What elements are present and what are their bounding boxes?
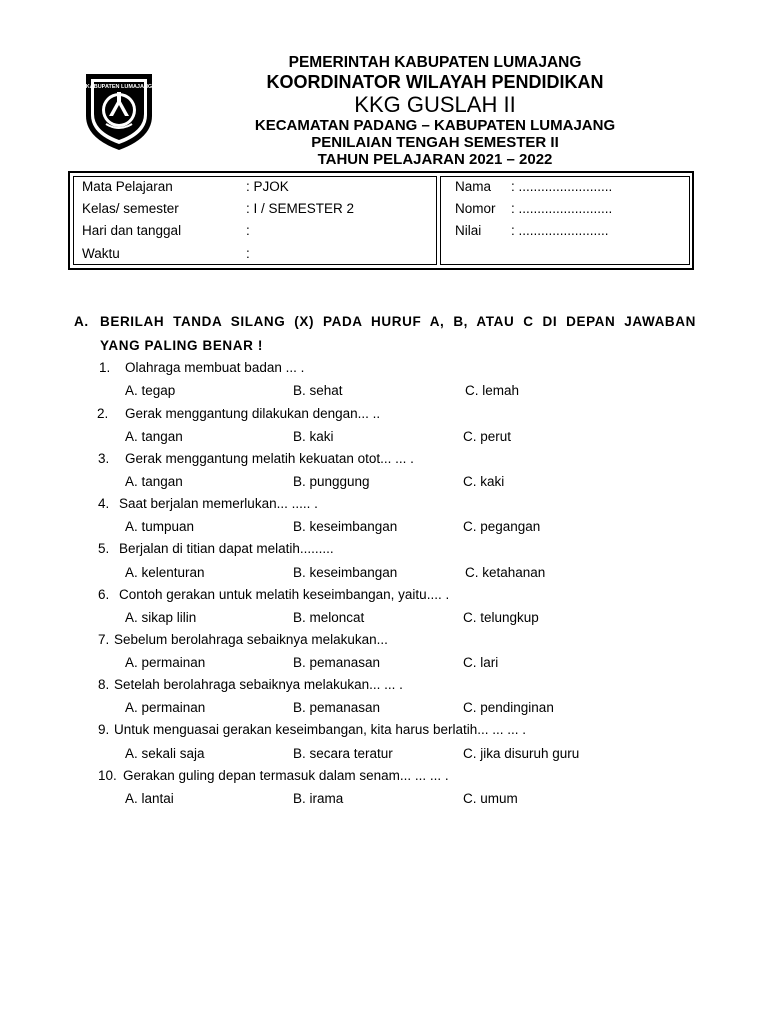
header-kkg: KKG GUSLAH II xyxy=(354,92,516,117)
question-text: Setelah berolahraga sebaiknya melakukan... ... . xyxy=(114,677,403,692)
header-district: KECAMATAN PADANG – KABUPATEN LUMAJANG xyxy=(254,117,616,134)
info-label: Kelas/ semester xyxy=(82,201,179,216)
option-a: A. tegap xyxy=(125,383,176,398)
info-label: Nomor xyxy=(455,201,496,216)
option-c: C. pendinginan xyxy=(463,700,554,715)
instruction-line-2: YANG PALING BENAR ! xyxy=(100,338,263,353)
question-number: 7. xyxy=(98,632,110,647)
question-number: 3. xyxy=(98,451,110,466)
info-label: Nama xyxy=(455,179,492,194)
option-b: B. pemanasan xyxy=(293,700,381,715)
instruction-line-1: BERILAH TANDA SILANG (X) PADA HURUF A, B, ATAU C DI DEPAN JAWABAN xyxy=(100,314,696,329)
question-text: Sebelum berolahraga sebaiknya melakukan... xyxy=(114,632,388,647)
option-c: C. telungkup xyxy=(463,610,539,625)
info-value: : xyxy=(246,246,250,261)
info-label: Nilai xyxy=(455,223,482,238)
header-school-year: TAHUN PELAJARAN 2021 – 2022 xyxy=(317,151,553,168)
info-value: : xyxy=(246,223,250,238)
option-c: C. umum xyxy=(463,791,518,806)
question-text: Gerak menggantung melatih kekuatan otot... ... . xyxy=(125,451,414,466)
info-label: Waktu xyxy=(82,246,120,261)
question-number: 2. xyxy=(97,406,109,421)
option-c: C. pegangan xyxy=(463,519,541,534)
question-text: Untuk menguasai gerakan keseimbangan, kita harus berlatih... ... ... . xyxy=(114,722,526,737)
question-text: Gerak menggantung dilakukan dengan... .. xyxy=(125,406,381,421)
header-coordinator: KOORDINATOR WILAYAH PENDIDIKAN xyxy=(266,72,604,92)
option-c: C. lari xyxy=(463,655,499,670)
question-number: 9. xyxy=(98,722,110,737)
option-b: B. irama xyxy=(293,791,344,806)
header-assessment: PENILAIAN TENGAH SEMESTER II xyxy=(311,134,559,151)
option-a: A. sikap lilin xyxy=(125,610,197,625)
option-b: B. sehat xyxy=(293,383,343,398)
info-label: Mata Pelajaran xyxy=(82,179,173,194)
option-a: A. kelenturan xyxy=(125,565,205,580)
question-number: 8. xyxy=(98,677,110,692)
question-text: Contoh gerakan untuk melatih keseimbangan, yaitu.... . xyxy=(119,587,450,602)
subject-info-panel xyxy=(73,176,437,265)
question-text: Saat berjalan memerlukan... ..... . xyxy=(119,496,318,511)
option-b: B. pemanasan xyxy=(293,655,381,670)
option-c: C. lemah xyxy=(465,383,520,398)
question-text: Olahraga membuat badan ... . xyxy=(125,360,305,375)
option-b: B. punggung xyxy=(293,474,370,489)
option-a: A. sekali saja xyxy=(125,746,205,761)
kabupaten-lumajang-logo xyxy=(82,68,156,152)
section-letter: A. xyxy=(74,314,89,329)
question-text: Berjalan di titian dapat melatih......... xyxy=(119,541,334,556)
question-number: 10. xyxy=(98,768,117,783)
info-value: : PJOK xyxy=(246,179,289,194)
info-label: Hari dan tanggal xyxy=(82,223,182,238)
info-value: : ......................... xyxy=(511,201,613,216)
option-a: A. tangan xyxy=(125,474,183,489)
logo-text: KABUPATEN LUMAJANG xyxy=(85,84,153,90)
option-b: B. keseimbangan xyxy=(293,519,398,534)
option-a: A. permainan xyxy=(125,700,206,715)
question-number: 1. xyxy=(99,360,111,375)
option-b: B. meloncat xyxy=(293,610,365,625)
info-value: : ........................ xyxy=(511,223,609,238)
info-value: : I / SEMESTER 2 xyxy=(246,201,355,216)
option-b: B. kaki xyxy=(293,429,334,444)
option-a: A. lantai xyxy=(125,791,174,806)
option-c: C. perut xyxy=(463,429,512,444)
option-c: C. ketahanan xyxy=(465,565,546,580)
student-identity-panel xyxy=(440,176,690,265)
header-government: PEMERINTAH KABUPATEN LUMAJANG xyxy=(288,54,582,71)
option-b: B. secara teratur xyxy=(293,746,393,761)
question-text: Gerakan guling depan termasuk dalam senam... ... ... . xyxy=(123,768,449,783)
question-number: 5. xyxy=(98,541,110,556)
info-value: : ......................... xyxy=(511,179,613,194)
option-c: C. jika disuruh guru xyxy=(463,746,580,761)
question-number: 6. xyxy=(98,587,110,602)
option-a: A. tangan xyxy=(125,429,183,444)
option-b: B. keseimbangan xyxy=(293,565,398,580)
option-a: A. permainan xyxy=(125,655,206,670)
student-info-box xyxy=(68,171,694,270)
question-number: 4. xyxy=(98,496,110,511)
option-c: C. kaki xyxy=(463,474,505,489)
option-a: A. tumpuan xyxy=(125,519,195,534)
